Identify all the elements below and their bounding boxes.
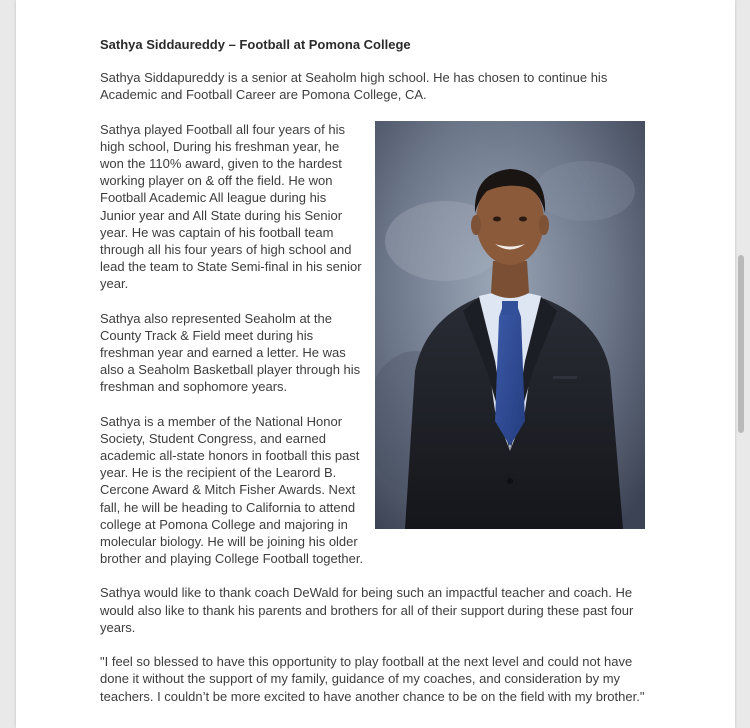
- football-paragraph: Sathya played Football all four years of his high school, During his freshman year, he won the 110% award, given to the hardest working player on & off the field. He won Football Academic All league during his Junior year and All State during his Senior year. He was captain of his football team through all his four years of high school and lead the team to State Semi-final in his senior year.: [100, 121, 362, 292]
- track-paragraph: Sathya also represented Seaholm at the County Track & Field meet during his freshman year and earned a letter. He was also a Seaholm Basketball player through his freshman and sophomore years.: [100, 310, 361, 395]
- honors-paragraph: Sathya is a member of the National Honor Society, Student Congress, and earned academic all-state honors in football this past year. He is the recipient of the Learord B. Cercone Award & Mitch Fisher Awards. Next fall, he will be heading to California to attend college at Pomona College and majoring in molecular biology. He will be joining his older brother and playing College Football together.: [100, 413, 364, 567]
- scrollbar[interactable]: [738, 255, 744, 433]
- thanks-paragraph: Sathya would like to thank coach DeWald for being such an impactful teacher and coach. He would also like to thank his parents and brothers for all of their support during these past four years.: [100, 585, 634, 635]
- quote-paragraph: "I feel so blessed to have this opportunity to play football at the next level and could not have done it without the support of my family, guidance of my coaches, and consideration by my teachers. I couldn’t be more excited to have another chance to be on the field with my brother.": [100, 654, 645, 704]
- intro-paragraph: Sathya Siddapureddy is a senior at Seaholm high school. He has chosen to continue his Academic and Football Career are Pomona College, CA.: [100, 70, 608, 103]
- document-body: [100, 36, 645, 722]
- document-title: Sathya Siddaureddy – Football at Pomona College: [100, 37, 411, 52]
- portrait-photo: [375, 121, 645, 529]
- document-page: [16, 0, 735, 728]
